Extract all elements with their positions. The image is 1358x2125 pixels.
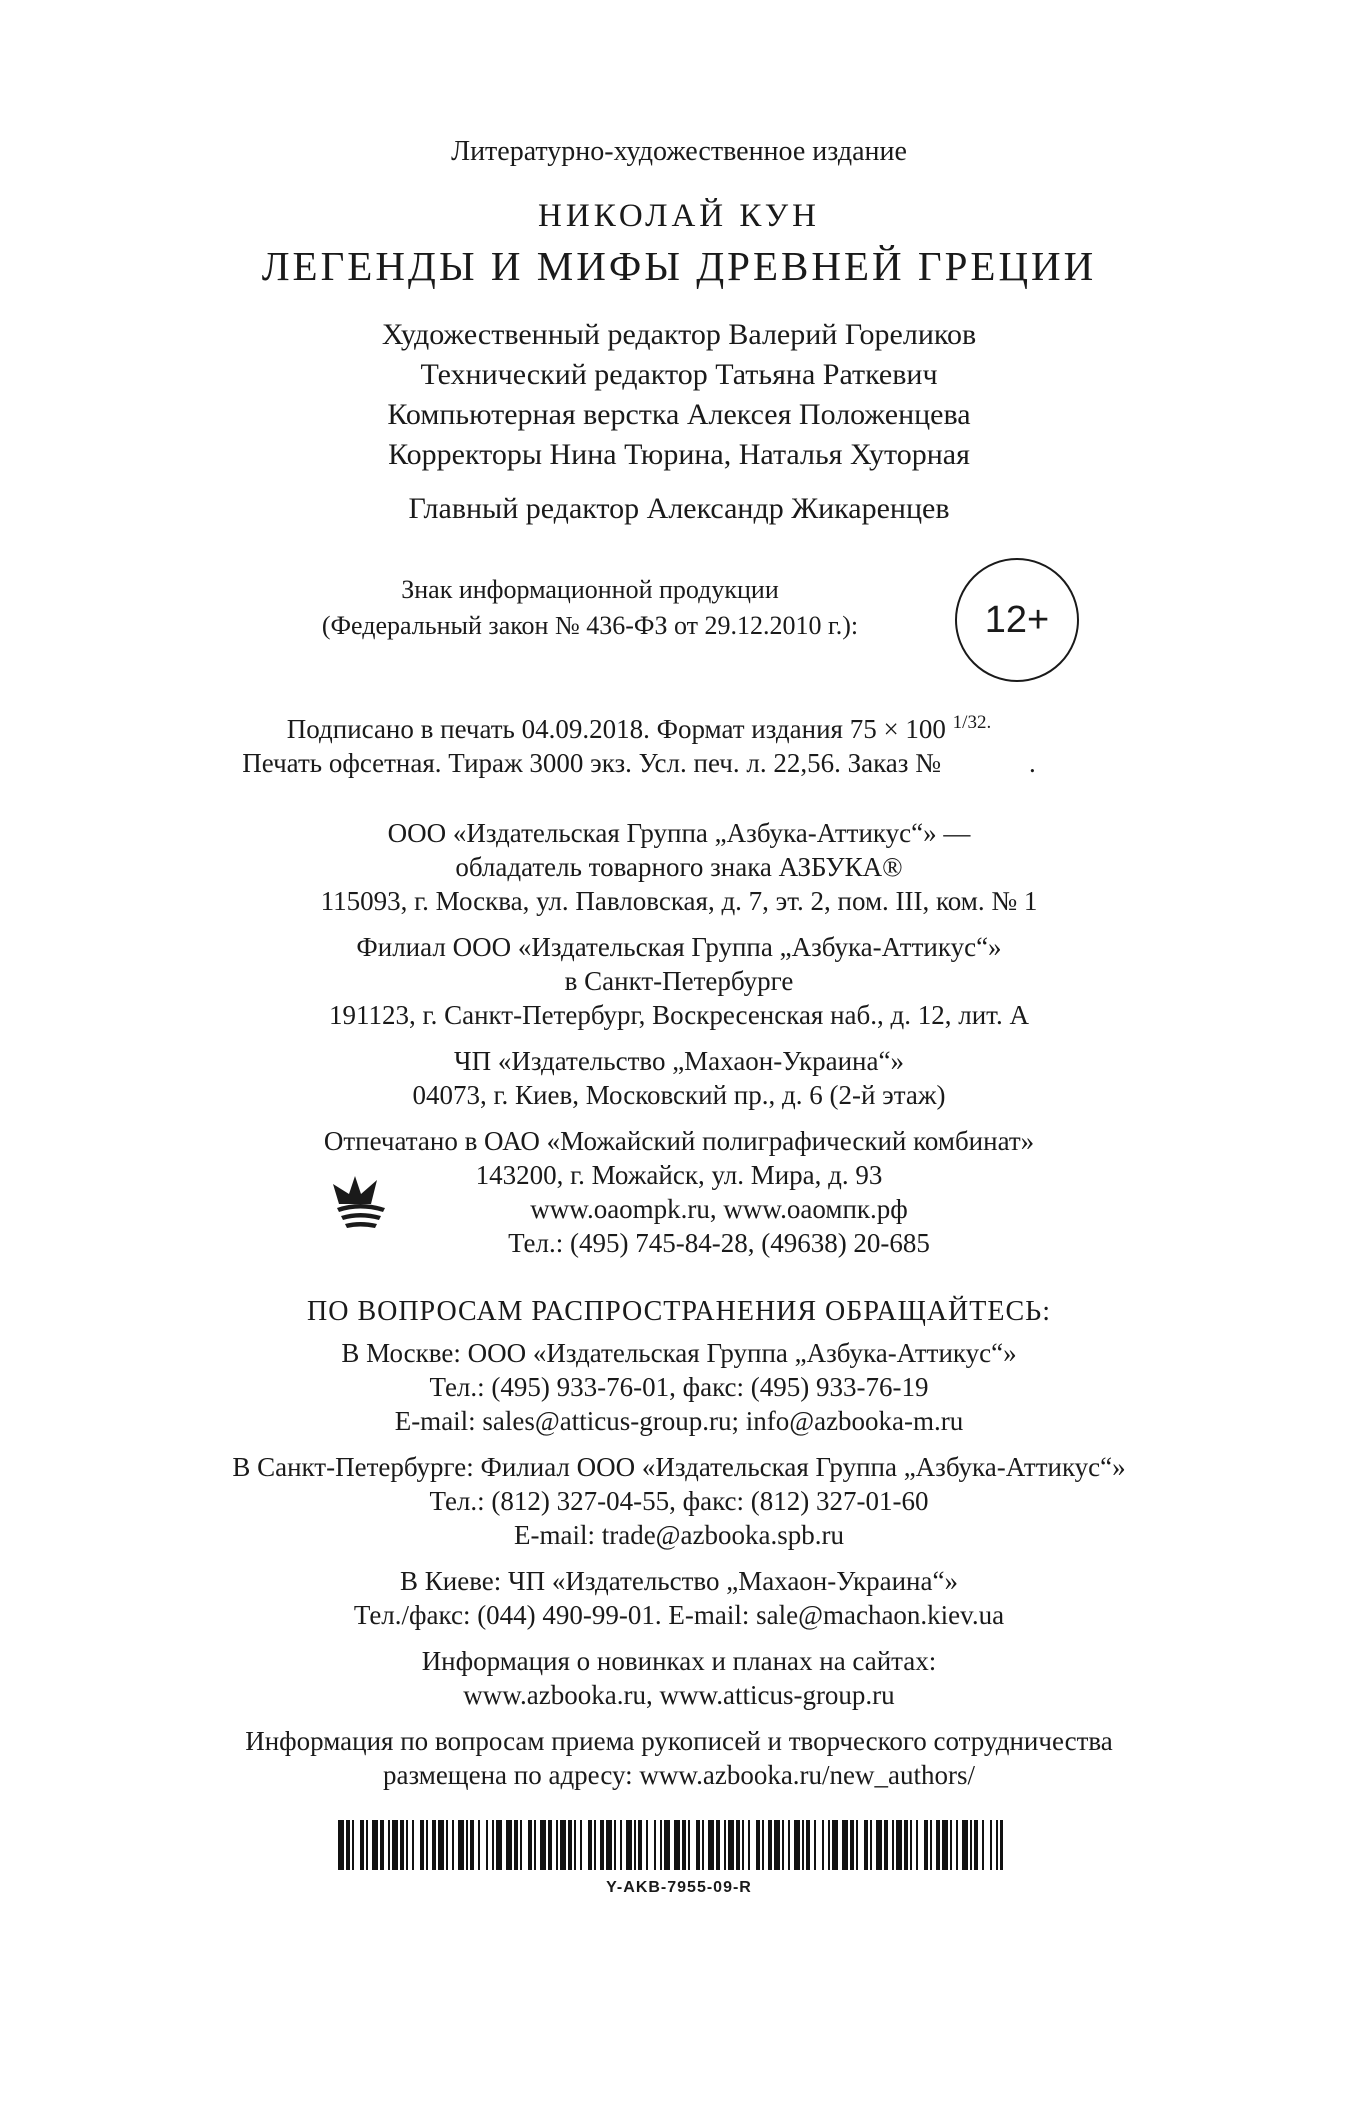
barcode-code: Y-AKB-7955-09-R xyxy=(606,1879,752,1896)
branch-line1: Филиал ООО «Издательская Группа „Азбука-Аттикус“» xyxy=(356,932,1002,962)
age-rating-label xyxy=(260,572,920,644)
branch-address: 191123, г. Санкт-Петербург, Воскресенская наб., д. 12, лит. А xyxy=(329,1000,1029,1030)
branch-line2: в Санкт-Петербурге xyxy=(564,966,794,996)
print-info-line2-end: . xyxy=(1028,748,1036,778)
printer-logo-icon xyxy=(325,1170,395,1232)
age-rating-value: 12+ xyxy=(984,598,1050,641)
publisher-line2: обладатель товарного знака АЗБУКА® xyxy=(455,852,903,882)
format-fraction: 1/32. xyxy=(952,712,992,733)
age-rating-label-line1: Знак информационной продукции xyxy=(401,575,779,604)
ukraine-address: 04073, г. Киев, Московский пр., д. 6 (2-й этаж) xyxy=(412,1080,946,1110)
publisher-line1: ООО «Издательская Группа „Азбука-Аттикус“» — xyxy=(387,818,971,848)
author-name: НИКОЛАЙ КУН xyxy=(538,198,820,234)
printer-websites: www.oaompk.ru, www.oaомпк.рф xyxy=(530,1194,908,1224)
moscow-line1: В Москве: ООО «Издательская Группа „Азбука-Аттикус“» xyxy=(341,1338,1017,1368)
chief-editor: Главный редактор Александр Жикаренцев xyxy=(408,492,950,525)
credit-art-editor: Художественный редактор Валерий Гореликов xyxy=(381,318,977,351)
print-info-text2: Печать офсетная. Тираж 3000 экз. Усл. печ. л. 22,56. Заказ № xyxy=(242,748,941,778)
ukraine-line1: ЧП «Издательство „Махаон-Украина“» xyxy=(454,1046,904,1076)
printer-line1: Отпечатано в ОАО «Можайский полиграфический комбинат» xyxy=(323,1126,1035,1156)
moscow-phone: Тел.: (495) 933-76-01, факс: (495) 933-76-19 xyxy=(429,1372,929,1402)
printer-phone: Тел.: (495) 745-84-28, (49638) 20-685 xyxy=(508,1228,930,1258)
print-info-text1: Подписано в печать 04.09.2018. Формат издания 75 × 100 xyxy=(286,714,946,744)
publisher-address: 115093, г. Москва, ул. Павловская, д. 7, эт. 2, пом. III, ком. № 1 xyxy=(320,886,1038,916)
edition-type: Литературно-художественное издание xyxy=(451,136,907,167)
kiev-line1: В Киеве: ЧП «Издательство „Махаон-Украина“» xyxy=(400,1566,958,1596)
credit-tech-editor: Технический редактор Татьяна Раткевич xyxy=(420,358,938,391)
print-info-line2 xyxy=(0,748,1318,779)
kiev-contacts: Тел./факс: (044) 490-99-01. E-mail: sale@machaon.kiev.ua xyxy=(353,1600,1005,1630)
spb-phone: Тел.: (812) 327-04-55, факс: (812) 327-01-60 xyxy=(429,1486,929,1516)
credit-layout: Компьютерная верстка Алексея Положенцева xyxy=(387,398,971,431)
age-rating-label-line2: (Федеральный закон № 436-ФЗ от 29.12.2010 г.): xyxy=(321,611,859,640)
distribution-heading: ПО ВОПРОСАМ РАСПРОСТРАНЕНИЯ ОБРАЩАЙТЕСЬ: xyxy=(307,1296,1051,1327)
websites-line1: Информация о новинках и планах на сайтах: xyxy=(421,1646,937,1676)
print-info-line1 xyxy=(0,712,1318,745)
manuscripts-line1: Информация по вопросам приема рукописей и творческого сотрудничества xyxy=(245,1726,1113,1756)
spb-line1: В Санкт-Петербурге: Филиал ООО «Издательская Группа „Азбука-Аттикус“» xyxy=(232,1452,1126,1482)
age-rating-badge xyxy=(955,558,1079,682)
moscow-email: E-mail: sales@atticus-group.ru; info@azbooka-m.ru xyxy=(394,1406,964,1436)
spb-email: E-mail: trade@azbooka.spb.ru xyxy=(514,1520,844,1550)
printer-address: 143200, г. Можайск, ул. Мира, д. 93 xyxy=(475,1160,883,1190)
websites-line2: www.azbooka.ru, www.atticus-group.ru xyxy=(463,1680,895,1710)
book-title: ЛЕГЕНДЫ И МИФЫ ДРЕВНЕЙ ГРЕЦИИ xyxy=(261,243,1097,289)
credit-correctors: Корректоры Нина Тюрина, Наталья Хуторная xyxy=(388,438,970,471)
barcode-icon xyxy=(338,1820,1003,1870)
manuscripts-line2: размещена по адресу: www.azbooka.ru/new_authors/ xyxy=(382,1760,976,1790)
